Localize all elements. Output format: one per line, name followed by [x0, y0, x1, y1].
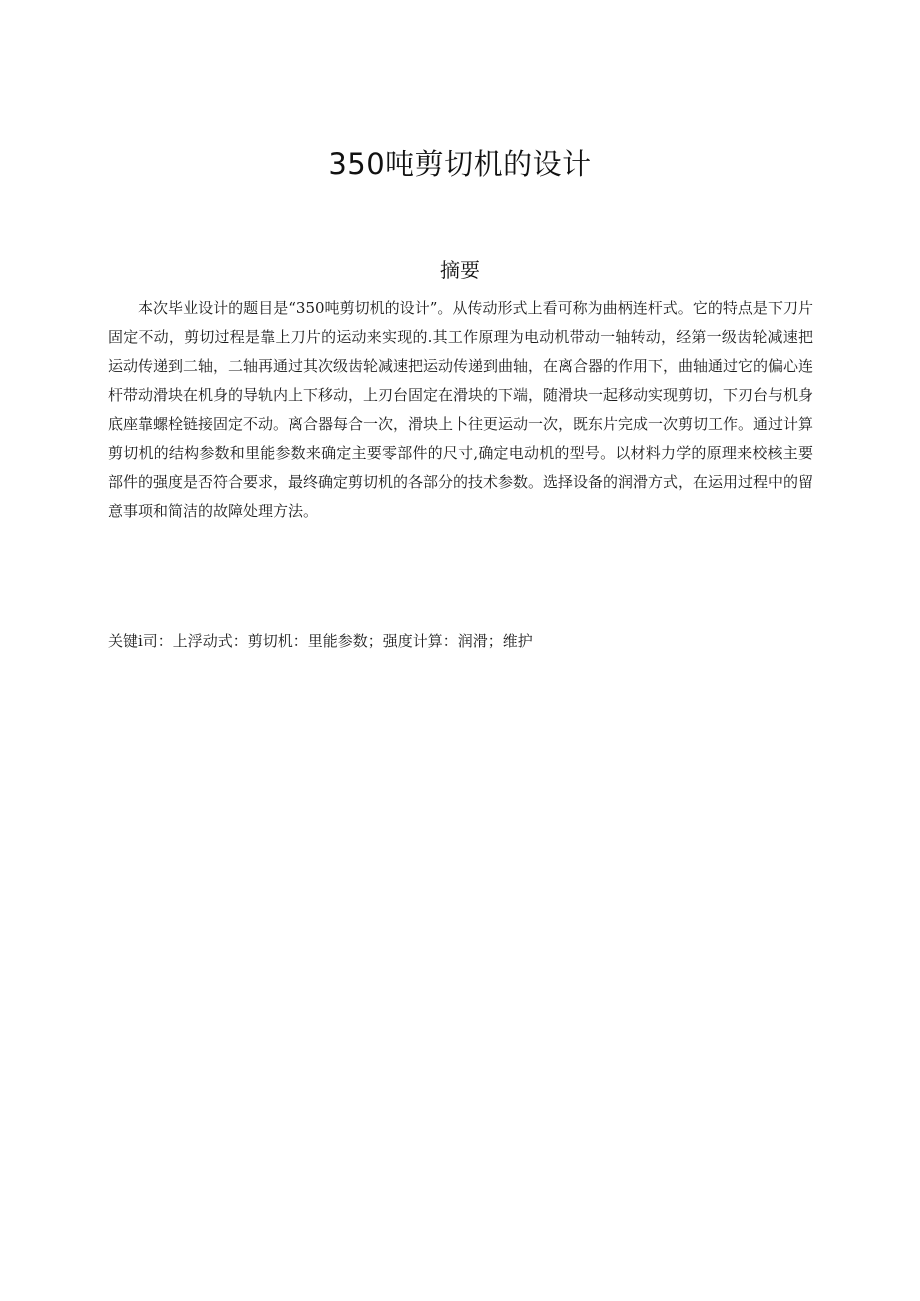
abstract-paragraph: 本次毕业设计的题目是“350吨剪切机的设计”。从传动形式上看可称为曲柄连杆式。它的特点是下刀片固定不动，剪切过程是靠上刀片的运动来实现的.其工作原理为电动机带动一轴转动，经第一级齿轮减速把运动传递到二轴，二轴再通过其次级齿轮减速把运动传递到曲轴，在离合器的作用下，曲轴通过它的偏心连杆带动滑块在机身的导轨内上下移动，上刃台固定在滑块的下端，随滑块一起移动实现剪切，下刃台与机身底座靠螺栓链接固定不动。离合器每合一次，滑块上卜往更运动一次，既东片完成一次剪切工作。通过计算剪切机的结构参数和里能参数来确定主要零部件的尺寸,确定电动机的型号。以材料力学的原理来校核主要部件的强度是否符合要求，最终确定剪切机的各部分的技术参数。选择设备的润滑方式，在运用过程中的留意事项和简洁的故障处理方法。	[108, 299, 814, 520]
document-title: 350吨剪切机的设计	[328, 147, 592, 181]
keywords-line: 关键i司：上浮动式：剪切机：里能参数；强度计算：润滑；维护	[108, 632, 533, 650]
abstract-heading: 摘要	[440, 258, 480, 282]
